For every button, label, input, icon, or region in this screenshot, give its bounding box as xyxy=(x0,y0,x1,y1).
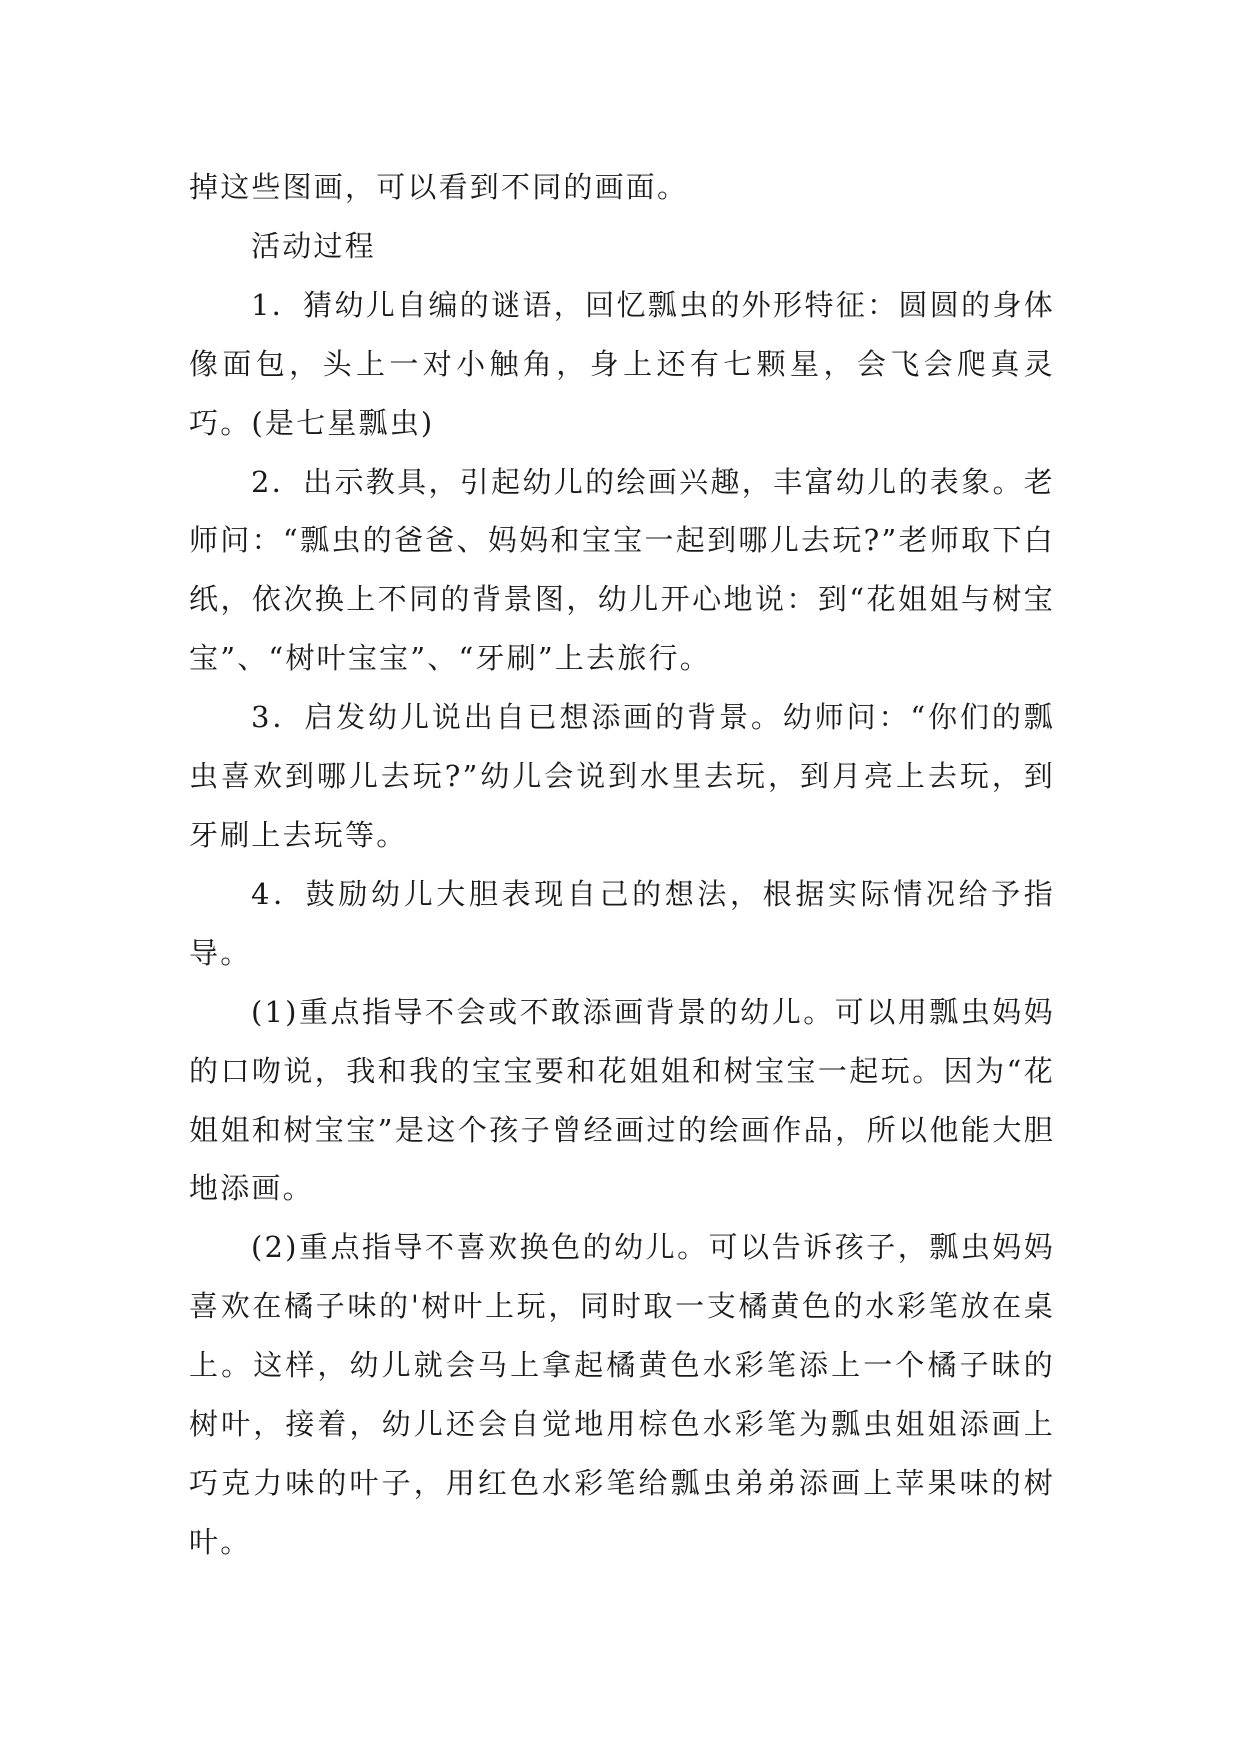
paragraph-step-3: 3．启发幼儿说出自已想添画的背景。幼师问：“你们的瓢虫喜欢到哪儿去玩?”幼儿会说到水里去玩，到月亮上去玩，到牙刷上去玩等。 xyxy=(189,700,1055,852)
paragraph-step-2: 2．出示教具，引起幼儿的绘画兴趣，丰富幼儿的表象。老师问：“瓢虫的爸爸、妈妈和宝宝一起到哪儿去玩?”老师取下白纸，依次换上不同的背景图，幼儿开心地说：到“花姐姐与树宝宝”、“树叶宝宝”、“牙刷”上去旅行。 xyxy=(189,464,1055,676)
section-heading-activity-process: 活动过程 xyxy=(251,228,376,263)
paragraph-continuation: 掉这些图画，可以看到不同的画面。 xyxy=(189,170,689,204)
paragraph-step-4: 4．鼓励幼儿大胆表现自己的想法，根据实际情况给予指导。 xyxy=(189,876,1055,970)
paragraph-substep-1: (1)重点指导不会或不敢添画背景的幼儿。可以用瓢虫妈妈的口吻说，我和我的宝宝要和花姐姐和树宝宝一起玩。因为“花姐姐和树宝宝”是这个孩子曾经画过的绘画作品，所以他能大胆地添画。 xyxy=(189,994,1055,1206)
document-body xyxy=(189,158,1055,1572)
paragraph-step-1: 1．猜幼儿自编的谜语，回忆瓢虫的外形特征：圆圆的身体像面包，头上一对小触角，身上还有七颗星，会飞会爬真灵巧。(是七星瓢虫) xyxy=(189,287,1055,440)
paragraph-substep-2: (2)重点指导不喜欢换色的幼儿。可以告诉孩子，瓢虫妈妈喜欢在橘子味的'树叶上玩，同时取一支橘黄色的水彩笔放在桌上。这样，幼儿就会马上拿起橘黄色水彩笔添上一个橘子昧的树叶，接着，幼儿还会自觉地用棕色水彩笔为瓢虫姐姐添画上巧克力味的叶子，用红色水彩笔给瓢虫弟弟添画上苹果味的树叶。 xyxy=(189,1230,1055,1559)
